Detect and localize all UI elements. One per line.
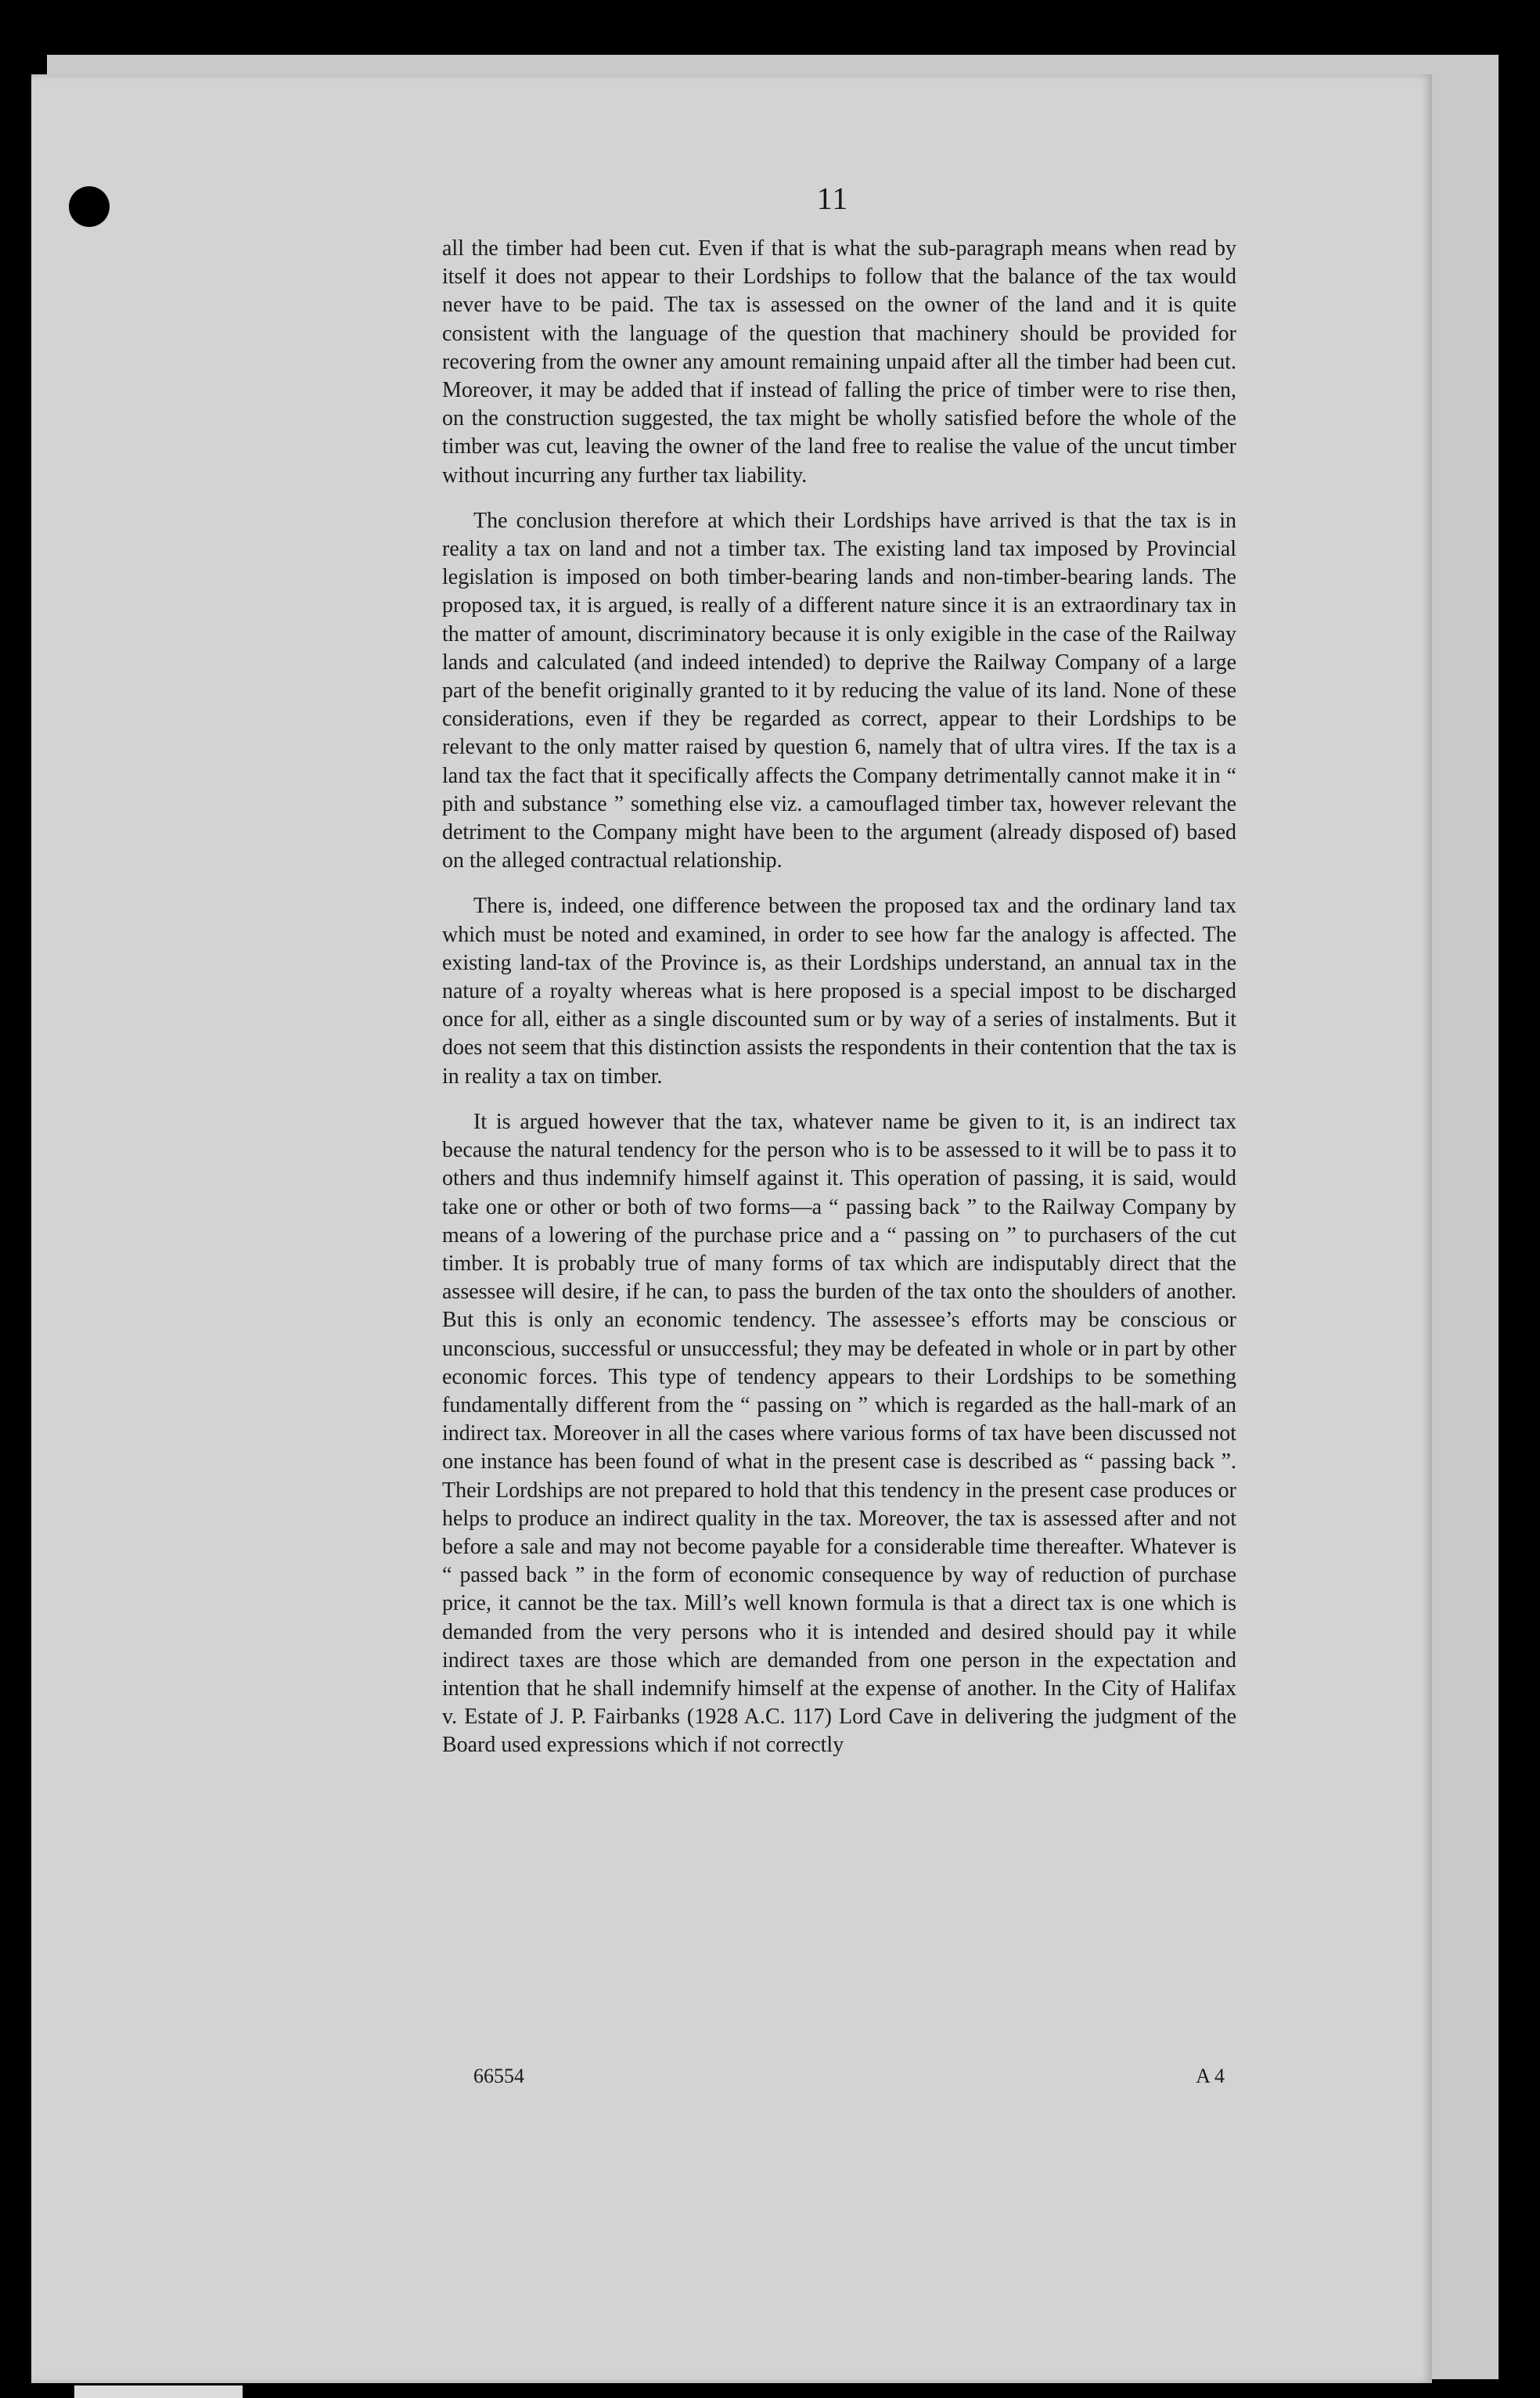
- signature-mark: A 4: [1196, 2065, 1225, 2087]
- body-text: [442, 235, 1236, 1777]
- paragraph-3: There is, indeed, one difference between the proposed tax and the ordinary land tax which must be noted and examined, in order to see how far the analogy is affected. The existing land-tax of the Province is, as their Lordships understand, an annual tax in the nature of a royalty whereas what is here proposed is a special impost to be discharged once for all, either as a single discounted sum or by way of a series of instalments. But it does not seem that this distinction assists the respondents in their contention that the tax is in reality a tax on timber.: [442, 894, 1236, 1089]
- page-number: 11: [816, 181, 849, 216]
- print-code: 66554: [473, 2065, 524, 2087]
- paragraph-1: all the timber had been cut. Even if that is what the sub-paragraph means when read by itself it does not appear to their Lordships to follow that the balance of the tax would never have to be paid. The tax is assessed on the owner of the land and it is quite consistent with the language of the question that machinery should be provided for recovering from the owner any amount remaining unpaid after all the timber had been cut. Moreover, it may be added that if instead of falling the price of timber were to rise then, on the construction suggested, the tax might be wholly satisfied before the whole of the timber was cut, leaving the owner of the land free to realise the value of the uncut timber without incurring any further tax liability.: [442, 236, 1236, 488]
- sheet-edge: [74, 2385, 243, 2398]
- paragraph-4: It is argued however that the tax, whatever name be given to it, is an indirect tax because the natural tendency for the person who is to be assessed to it will be to pass it to others and thus indemnify himself against it. This operation of passing, it is said, would take one or other or both of two forms—a “ passing back ” to the Railway Company by means of a lowering of the purchase price and a “ passing on ” to purchasers of the cut timber. It is probably true of many forms of tax which are indisputably direct that the assessee will desire, if he can, to pass the burden of the tax onto the shoulders of another. But this is only an economic tendency. The assessee’s efforts may be conscious or unconscious, successful or unsuccessful; they may be defeated in whole or in part by other economic forces. This type of tendency appears to their Lordships to be something fundamentally different from the “ passing on ” which is regarded as the hall-mark of an indirect tax. Moreover in all the cases where various forms of tax have been discussed not one instance has been found of what in the present case is described as “ passing back ”. Their Lordships are not prepared to hold that this tendency in the present case produces or helps to produce an indirect quality in the tax. Moreover, the tax is assessed after and not before a sale and may not become payable for a considerable time thereafter. Whatever is “ passed back ” in the form of economic consequence by way of reduction of purchase price, it cannot be the tax. Mill’s well known formula is that a direct tax is one which is demanded from the very persons who it is intended and desired should pay it while indirect taxes are those which are demanded from one person in the expectation and intention that he shall indemnify himself at the expense of another. In the City of Halifax v. Estate of J. P. Fairbanks (1928 A.C. 117) Lord Cave in delivering the judgment of the Board used expressions which if not correctly: [442, 1109, 1236, 1758]
- paragraph-2: The conclusion therefore at which their Lordships have arrived is that the tax is in reality a tax on land and not a timber tax. The existing land tax imposed by Provincial legislation is imposed on both timber-bearing lands and non-timber-bearing lands. The proposed tax, it is argued, is really of a different nature since it is an extraordinary tax in the matter of amount, discriminatory because it is only exigible in the case of the Railway lands and calculated (and indeed intended) to deprive the Railway Company of a large part of the benefit originally granted to it by reducing the value of its land. None of these considerations, even if they be regarded as correct, appear to their Lordships to be relevant to the only matter raised by question 6, namely that of ultra vires. If the tax is a land tax the fact that it specifically affects the Company detrimentally cannot make it in “ pith and substance ” something else viz. a camouflaged timber tax, however relevant the detriment to the Company might have been to the argument (already disposed of) based on the alleged contractual relationship.: [442, 508, 1236, 873]
